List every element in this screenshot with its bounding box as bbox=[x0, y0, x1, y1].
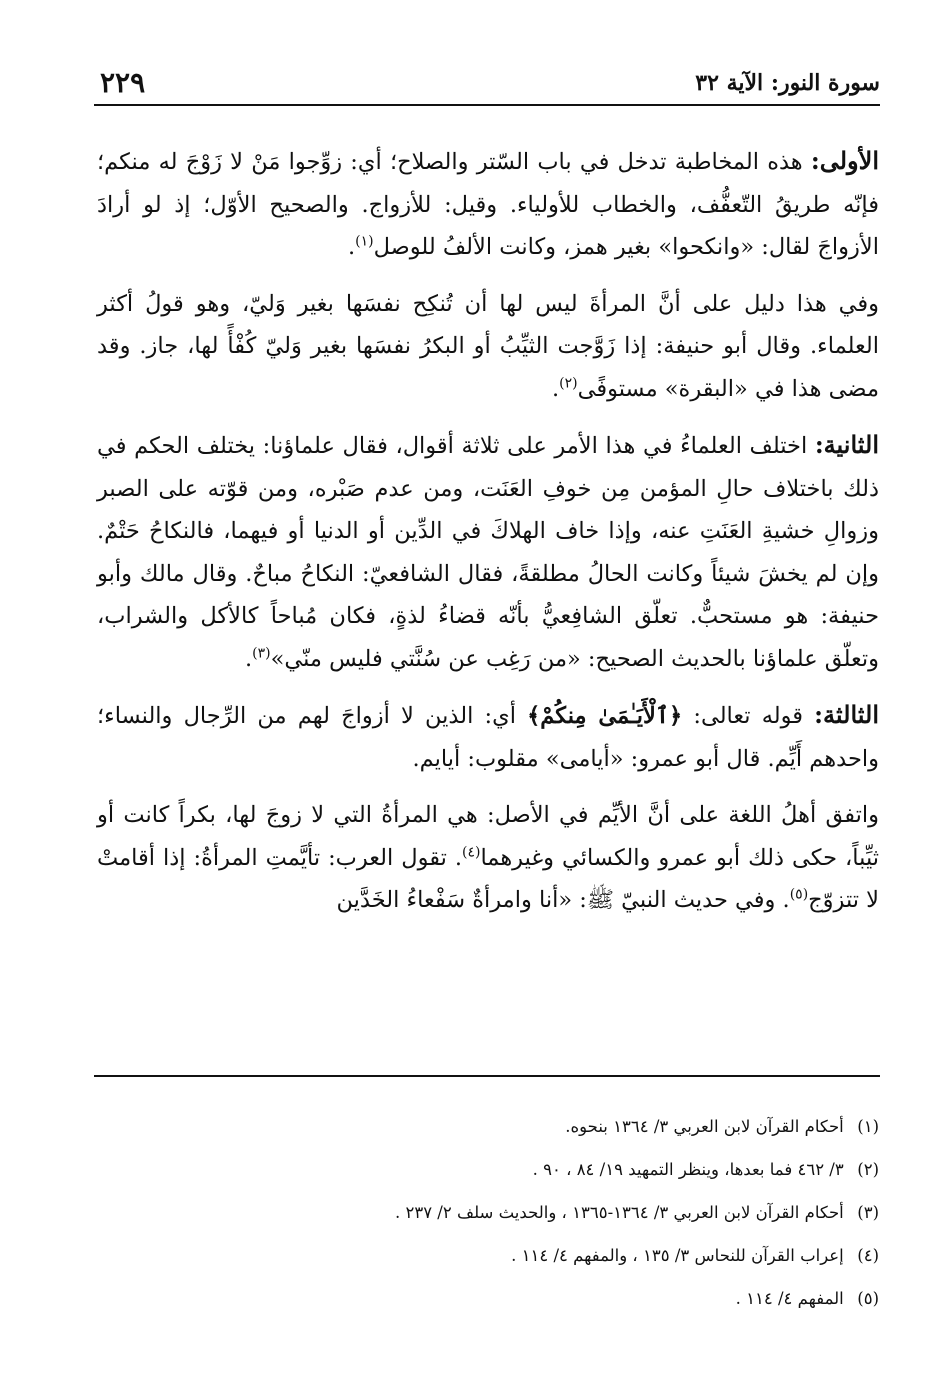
footnote-divider bbox=[94, 1075, 880, 1077]
paragraph-text: واتفق أهلُ اللغة على أنَّ الأيِّم في الأصل: هي المرأةُ التي لا زوجَ لها، بكراً كانت أو ثيِّباً، حكى ذلك أبو عمرو والكسائي وغيرهما bbox=[97, 802, 879, 871]
paragraph-text-continued: أي: الذين لا أزواجَ لهم من الرِّجال والنساء؛ واحدهم أَيِّم. قال أبو عمرو: «أيامى» مقلوب: أيايم. bbox=[97, 703, 879, 772]
footnote-item bbox=[97, 1277, 879, 1320]
footnote-ref[interactable]: (١) bbox=[355, 233, 374, 250]
footnote-text: المفهم ٤/ ١١٤ . bbox=[735, 1289, 844, 1308]
paragraph-tail: . bbox=[244, 645, 253, 672]
footnote-item bbox=[97, 1191, 879, 1234]
footnote-text: ٣/ ٤٦٢ فما بعدها، وينظر التمهيد ١٩/ ٨٤ ، ٩٠ . bbox=[532, 1160, 844, 1179]
section-lead: الثانية: bbox=[814, 430, 879, 459]
footnote-ref[interactable]: (٢) bbox=[559, 375, 578, 391]
footnote-number: (٤) bbox=[857, 1246, 879, 1265]
section-lead: الأولى: bbox=[810, 146, 879, 175]
paragraph-first-issue bbox=[97, 140, 879, 269]
paragraph-evidence bbox=[97, 283, 879, 411]
footnote-number: (١) bbox=[857, 1117, 879, 1136]
paragraph-text: اختلف العلماءُ في هذا الأمر على ثلاثة أقوال، فقال علماؤنا: يختلف الحكم في ذلك باختلاف حالِ المؤمن مِن خوفِ العَنَت، ومن عدم صَبْره، ومن قوّته على الصبر وزوالِ خشيةِ العَنَتِ عنه، وإذا خاف الهلاكَ في الدِّين أو الدنيا أو فيهما، فالنكاحُ حَتْمٌ. وإن لم يخشَ شيئاً وكانت الحالُ مطلقةً، فقال الشافعيّ: النكاحُ مباحٌ. وقال مالك وأبو حنيفة: هو مستحبٌّ. تعلّق الشافِعيُّ بأنّه قضاءُ لذةٍ، فكان مُباحاً كالأكل والشراب، وتعلّق علماؤنا بالحديث الصحيح: «من رَغِب عن سُنَّتي فليس منّي» bbox=[97, 433, 879, 672]
footnote-ref[interactable]: (٣) bbox=[252, 645, 271, 661]
footnote-item bbox=[97, 1148, 879, 1191]
paragraph-tail: . تقول العرب: تأيَّمتِ المرأةُ: إذا أقامتْ لا تتزوّج bbox=[97, 844, 879, 913]
paragraph-tail: . bbox=[348, 234, 356, 260]
footnote-number: (٣) bbox=[857, 1203, 879, 1222]
paragraph-tail: . bbox=[551, 375, 560, 402]
footnote-number: (٢) bbox=[857, 1160, 879, 1179]
paragraph-third-issue bbox=[97, 694, 879, 780]
running-head: سورة النور: الآية ٣٢ bbox=[695, 70, 880, 96]
footnote-item bbox=[97, 1234, 879, 1277]
footnote-ref[interactable]: (٤) bbox=[461, 844, 481, 860]
quran-quote: ﴿ٱلْأَيَـٰمَىٰ مِنكُمْ﴾ bbox=[527, 703, 683, 729]
paragraph-text: وفي هذا دليل على أنَّ المرأةَ ليس لها أن تُنكِح نفسَها بغير وَليّ، وهو قولُ أكثر العلماء. وقال أبو حنيفة: إذا زَوَّجت الثيِّبُ أو البكرُ نفسَها بغير وَليّ كُفْأً لها، جاز. وقد مضى هذا في «البقرة» مستوفًى bbox=[97, 290, 879, 402]
paragraph-text: قوله تعالى: bbox=[682, 703, 815, 729]
footnote-text: أحكام القرآن لابن العربي ٣/ ١٣٦٤ بنحوه. bbox=[565, 1117, 844, 1136]
footnote-ref[interactable]: (٥) bbox=[789, 886, 809, 903]
paragraph-text: هذه المخاطبة تدخل في باب السّتر والصلاح؛ أي: زوِّجوا مَنْ لا زَوْجَ له منكم؛ فإنّه طريقُ التّعفُّف، والخطاب للأولياء. وقيل: للأزواج. والصحيح الأوّل؛ إذ لو أرادَ الأزواجَ لقال: «وانكحوا» بغير همز، وكانت الألفُ للوصل bbox=[97, 149, 879, 260]
footnote-text: إعراب القرآن للنحاس ٣/ ١٣٥ ، والمفهم ٤/ ١١٤ . bbox=[511, 1246, 844, 1265]
paragraph-tail-continued: . وفي حديث النبيّ ﷺ: «أنا وامرأةٌ سَفْعاءُ الخَدَّين bbox=[336, 887, 790, 913]
page-header bbox=[94, 64, 880, 106]
footnote-text: أحكام القرآن لابن العربي ٣/ ١٣٦٤-١٣٦٥ ، والحديث سلف ٢/ ٢٣٧ . bbox=[394, 1203, 844, 1222]
section-lead: الثالثة: bbox=[814, 700, 879, 729]
main-text bbox=[97, 140, 879, 936]
footnote-number: (٥) bbox=[857, 1289, 879, 1308]
paragraph-language bbox=[97, 794, 879, 922]
footnotes bbox=[97, 1105, 879, 1320]
footnote-item bbox=[97, 1105, 879, 1148]
paragraph-second-issue bbox=[97, 424, 879, 680]
page-number: ٢٢٩ bbox=[100, 66, 146, 99]
